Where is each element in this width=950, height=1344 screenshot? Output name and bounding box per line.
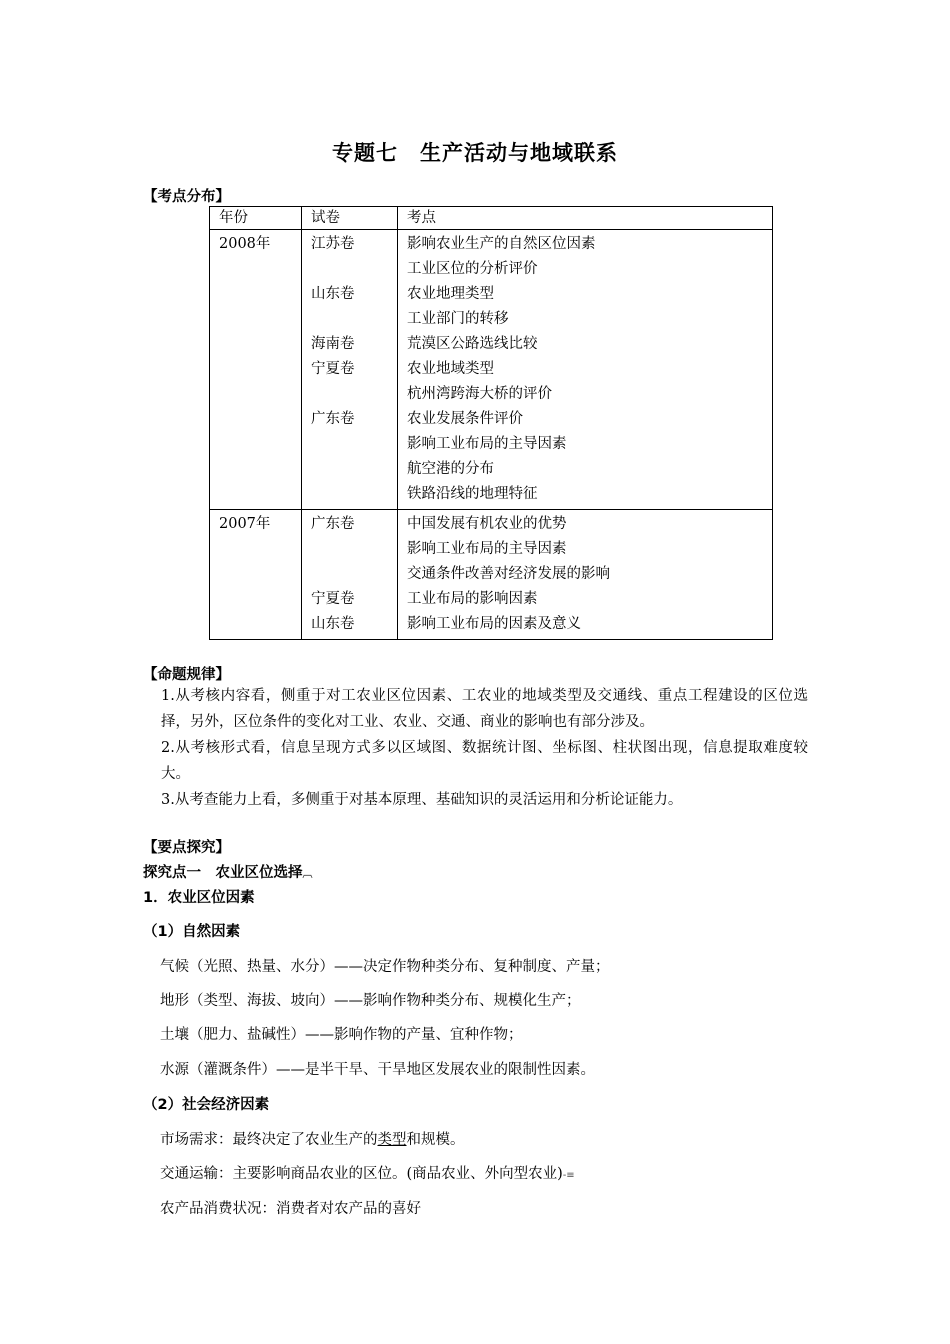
rules-paragraphs xyxy=(143,683,808,813)
paper-name xyxy=(311,432,397,457)
exam-point: 杭州湾跨海大桥的评价 xyxy=(407,386,552,402)
paper-name xyxy=(311,382,397,407)
page-title: 专题七 生产活动与地域联系 xyxy=(332,141,618,165)
table-row-2008 xyxy=(210,230,773,510)
item-1-heading: 1．农业区位因素 xyxy=(143,890,255,906)
exam-point: 农业地理类型 xyxy=(407,286,494,302)
exam-point: 工业部门的转移 xyxy=(407,311,509,327)
paper-name xyxy=(311,307,397,332)
cell-year xyxy=(210,510,302,640)
paper-name xyxy=(311,482,397,507)
exam-point: 工业区位的分析评价 xyxy=(407,261,538,277)
exam-distribution-table xyxy=(209,206,773,640)
paper-name: 广东卷 xyxy=(311,411,355,427)
paper-name: 宁夏卷 xyxy=(311,591,355,607)
market-line xyxy=(160,1128,465,1149)
explore-point-1 xyxy=(143,861,313,882)
traffic-mark: -≡ xyxy=(562,1170,575,1181)
social-factors-heading: （2）社会经济因素 xyxy=(143,1097,270,1113)
exam-point: 影响工业布局的因素及意义 xyxy=(407,616,581,632)
exam-point: 影响工业布局的主导因素 xyxy=(407,541,567,557)
explore-mark: ︹ xyxy=(302,869,313,880)
exam-point: 中国发展有机农业的优势 xyxy=(407,516,567,532)
exam-point: 交通条件改善对经济发展的影响 xyxy=(407,566,610,582)
year-text: 2008年 xyxy=(219,236,271,252)
exam-point: 铁路沿线的地理特征 xyxy=(407,486,538,502)
table-row-2007 xyxy=(210,510,773,640)
traffic-line xyxy=(160,1162,575,1183)
rule-paragraph-2: 2.从考核形式看，信息呈现方式多以区域图、数据统计图、坐标图、柱状图出现，信息提取难度较大。 xyxy=(161,740,808,782)
water-line: 水源（灌溉条件）——是半干旱、干旱地区发展农业的限制性因素。 xyxy=(160,1062,595,1078)
header-point: 考点 xyxy=(398,207,773,230)
cell-year xyxy=(210,230,302,510)
paper-name xyxy=(311,457,397,482)
distribution-heading: 【考点分布】 xyxy=(143,189,230,205)
exam-point: 农业地域类型 xyxy=(407,361,494,377)
year-text: 2007年 xyxy=(219,516,271,532)
cell-points xyxy=(398,510,773,640)
paper-name: 山东卷 xyxy=(311,616,355,632)
rule-paragraph-1: 1.从考核内容看，侧重于对工农业区位因素、工农业的地域类型及交通线、重点工程建设的区位选择，另外，区位条件的变化对工业、农业、交通、商业的影响也有部分涉及。 xyxy=(161,688,808,730)
rules-heading: 【命题规律】 xyxy=(143,667,230,683)
paper-name: 江苏卷 xyxy=(311,236,355,252)
exam-point: 影响农业生产的自然区位因素 xyxy=(407,236,596,252)
paper-name xyxy=(311,257,397,282)
cell-papers xyxy=(302,510,398,640)
market-underlined: 类型 xyxy=(377,1132,407,1148)
market-text-end: 和规模。 xyxy=(406,1132,465,1148)
header-paper: 试卷 xyxy=(302,207,398,230)
explore-point-1-text: 探究点一 农业区位选择 xyxy=(143,865,303,881)
market-text: 市场需求：最终决定了农业生产的 xyxy=(160,1132,378,1148)
exam-point: 工业布局的影响因素 xyxy=(407,591,538,607)
cell-papers xyxy=(302,230,398,510)
paper-name: 山东卷 xyxy=(311,286,355,302)
cell-points xyxy=(398,230,773,510)
header-year: 年份 xyxy=(210,207,302,230)
exam-point: 影响工业布局的主导因素 xyxy=(407,436,567,452)
traffic-text: 交通运输：主要影响商品农业的区位。(商品农业、外向型农业) xyxy=(160,1166,563,1182)
paper-name: 宁夏卷 xyxy=(311,361,355,377)
points-heading: 【要点探究】 xyxy=(143,840,230,856)
paper-name: 广东卷 xyxy=(311,516,355,532)
consume-line: 农产品消费状况：消费者对农产品的喜好 xyxy=(160,1201,421,1217)
natural-factors-heading: （1）自然因素 xyxy=(143,924,241,940)
paper-name: 海南卷 xyxy=(311,336,355,352)
exam-point: 荒漠区公路选线比较 xyxy=(407,336,538,352)
paper-name xyxy=(311,537,397,562)
soil-line: 土壤（肥力、盐碱性）——影响作物的产量、宜种作物； xyxy=(160,1027,523,1043)
terrain-line: 地形（类型、海拔、坡向）——影响作物种类分布、规模化生产； xyxy=(160,993,581,1009)
exam-point: 航空港的分布 xyxy=(407,461,494,477)
climate-line: 气候（光照、热量、水分）——决定作物种类分布、复种制度、产量； xyxy=(160,959,610,975)
paper-name xyxy=(311,562,397,587)
exam-point: 农业发展条件评价 xyxy=(407,411,523,427)
table-header-row xyxy=(210,207,773,230)
rule-paragraph-3: 3.从考查能力上看，多侧重于对基本原理、基础知识的灵活运用和分析论证能力。 xyxy=(161,792,683,808)
